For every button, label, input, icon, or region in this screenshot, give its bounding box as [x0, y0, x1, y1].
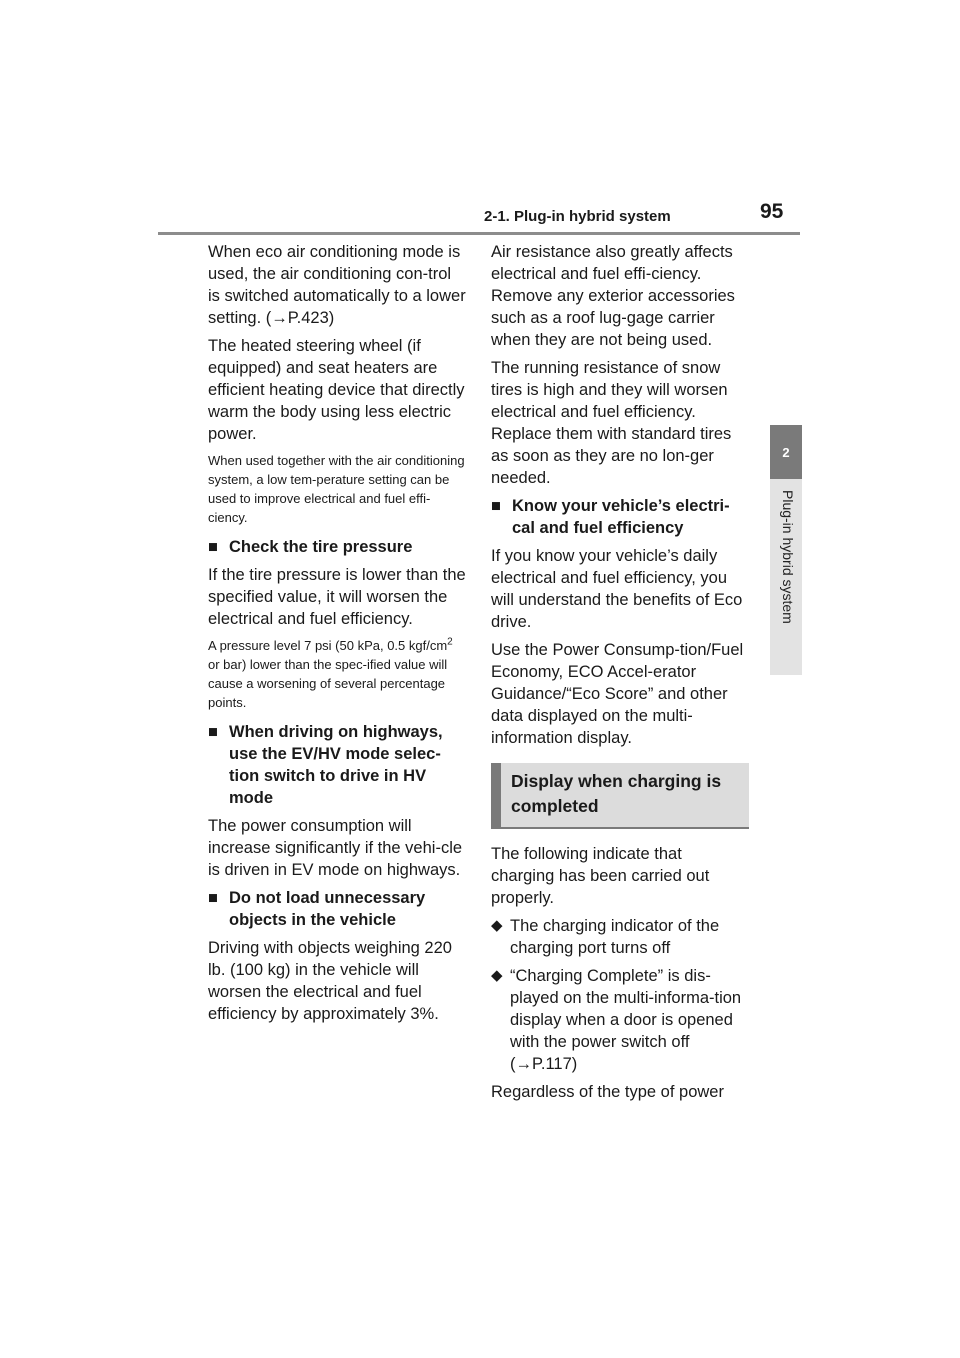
paragraph: If the tire pressure is lower than the specified value, it will worsen the electrical and fuel efficiency. — [208, 566, 466, 628]
diamond-bullet-icon: ◆ — [491, 917, 503, 934]
subheading — [208, 887, 466, 931]
subheading-text: Do not load unnecessary objects in the vehicle — [229, 889, 426, 929]
section-header: 2-1. Plug-in hybrid system — [484, 208, 671, 225]
note-text: A pressure level 7 psi (50 kPa, 0.5 kgf/cm — [208, 638, 448, 653]
square-bullet-icon: ■ — [491, 497, 501, 515]
subheading — [208, 721, 466, 809]
paragraph: Air resistance also greatly affects electrical and fuel effi-ciency. Remove any exterior accessories such as a roof lug-gage carrier when they are not being used. — [491, 243, 735, 349]
superscript: 2 — [447, 636, 453, 648]
paragraph: The following indicate that charging has been carried out properly. — [491, 845, 710, 907]
subheading — [208, 536, 466, 558]
subheading — [491, 495, 749, 539]
chapter-tab-label: Plug-in hybrid system — [780, 490, 796, 624]
bullet-item — [491, 915, 749, 959]
subheading-text: Check the tire pressure — [229, 538, 413, 556]
paragraph: Regardless of the type of power — [491, 1083, 724, 1101]
note — [208, 636, 466, 712]
page-number: 95 — [760, 200, 784, 223]
diamond-bullet-icon: ◆ — [491, 967, 503, 984]
note-text: or bar) lower than the spec-ified value will cause a worsening of several percentage points. — [208, 657, 448, 710]
square-bullet-icon: ■ — [208, 723, 218, 741]
subheading-text: Know your vehicle’s electri-cal and fuel efficiency — [512, 497, 730, 537]
section-title-box: Display when charging is completed — [491, 763, 749, 829]
paragraph: When eco air conditioning mode is used, the air conditioning con-trol is switched automatically to a lower setting. (→P.423) — [208, 243, 466, 327]
right-column — [491, 241, 749, 1109]
chapter-tab-number: 2 — [770, 425, 802, 479]
square-bullet-icon: ■ — [208, 889, 218, 907]
paragraph: Driving with objects weighing 220 lb. (100 kg) in the vehicle will worsen the electrical and fuel efficiency by approximately 3%. — [208, 939, 452, 1023]
bullet-text: “Charging Complete” is dis-played on the multi-informa-tion display when a door is opened with the power switch off (→P.117) — [510, 967, 742, 1073]
note: When used together with the air conditioning system, a low tem-perature setting can be used to improve electrical and fuel effi-ciency. — [208, 453, 465, 525]
square-bullet-icon: ■ — [208, 538, 218, 556]
paragraph: Use the Power Consump-tion/Fuel Economy, ECO Accel-erator Guidance/“Eco Score” and other data displayed on the multi-information display. — [491, 641, 744, 747]
header-divider — [158, 232, 800, 235]
left-column — [208, 241, 466, 1031]
subheading-text: When driving on highways, use the EV/HV mode selec-tion switch to drive in HV mode — [229, 723, 443, 807]
paragraph: If you know your vehicle’s daily electrical and fuel efficiency, you will understand the benefits of Eco drive. — [491, 547, 743, 631]
paragraph: The running resistance of snow tires is high and they will worsen electrical and fuel efficiency. Replace them with standard tires as soon as they are no lon-ger needed. — [491, 359, 732, 487]
paragraph: The heated steering wheel (if equipped) and seat heaters are efficient heating device that directly warm the body using less electric power. — [208, 337, 465, 443]
bullet-text: The charging indicator of the charging port turns off — [510, 917, 720, 957]
paragraph: The power consumption will increase significantly if the vehi-cle is driven in EV mode on highways. — [208, 817, 463, 879]
bullet-item — [491, 965, 749, 1075]
